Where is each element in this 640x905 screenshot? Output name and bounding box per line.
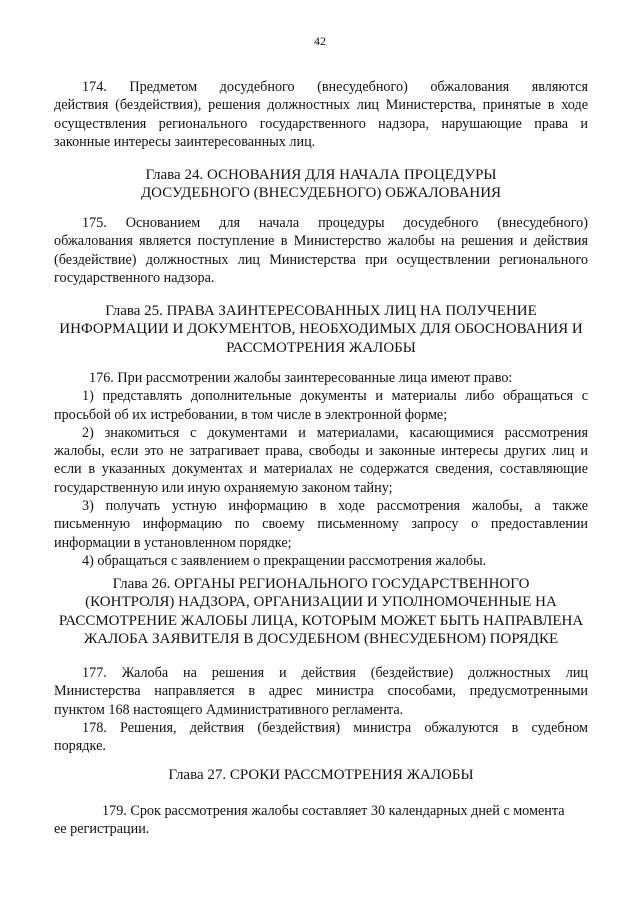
paragraph-176: 176. При рассмотрении жалобы заинтересованные лица имеют право: 1) представлять дополнительные документы и материалы либо обращаться с просьбой об их истребовании, в том числе в электронной форме; 2) знакомиться с документами и материалами, касающимися рассмотрения жалобы, если это не затрагивает права, свободы и законные интересы других лиц и если в указанных документах и материалах не содержатся сведения, составляющие государственную или иную охраняемую законом тайну; 3) получать устную информацию в ходе рассмотрения жалобы, а также письменную информацию по своему письменному запросу о предоставлении информации в установленном порядке; 4) обращаться с заявлением о прекращении рассмотрения жалобы. xyxy=(54,370,588,569)
chapter-27-heading: Глава 27. СРОКИ РАССМОТРЕНИЯ ЖАЛОБЫ xyxy=(168,767,474,783)
chapter-24-heading: Глава 24. ОСНОВАНИЯ ДЛЯ НАЧАЛА ПРОЦЕДУРЫ ДОСУДЕБНОГО (ВНЕСУДЕБНОГО) ОБЖАЛОВАНИЯ xyxy=(140,167,502,202)
chapter-25-heading: Глава 25. ПРАВА ЗАИНТЕРЕСОВАННЫХ ЛИЦ НА ПОЛУЧЕНИЕ ИНФОРМАЦИИ И ДОКУМЕНТОВ, НЕОБХОДИМЫХ ДЛЯ ОБОСНОВАНИЯ И РАССМОТРЕНИЯ ЖАЛОБЫ xyxy=(59,303,583,356)
paragraph-175: 175. Основанием для начала процедуры досудебного (внесудебного) обжалования является поступление в Министерство жалобы на решения и действия (бездействие) должностных лиц Министерства при осуществлении регионального государственного надзора. xyxy=(54,215,588,286)
chapter-26-heading: Глава 26. ОРГАНЫ РЕГИОНАЛЬНОГО ГОСУДАРСТВЕННОГО (КОНТРОЛЯ) НАДЗОРА, ОРГАНИЗАЦИИ И УПОЛНОМОЧЕННЫЕ НА РАССМОТРЕНИЕ ЖАЛОБЫ ЛИЦА, КОТОРЫМ МОЖЕТ БЫТЬ НАПРАВЛЕНА ЖАЛОБА ЗАЯВИТЕЛЯ В ДОСУДЕБНОМ (ВНЕСУДЕБНОМ) ПОРЯДКЕ xyxy=(58,576,584,647)
page-number: 42 xyxy=(314,34,326,48)
paragraph-179: 179. Срок рассмотрения жалобы составляет 30 календарных дней с момента ее регистрации. xyxy=(54,803,565,838)
paragraph-174: 174. Предметом досудебного (внесудебного) обжалования являются действия (бездействия), решения должностных лиц Министерства, принятые в ходе осуществления регионального государственного надзора, нарушающие права и законные интересы заинтересованных лиц. xyxy=(54,79,588,150)
paragraph-177-178: 177. Жалоба на решения и действия (бездействие) должностных лиц Министерства направляется в адрес министра способами, предусмотренными пунктом 168 настоящего Административного регламента. 178. Решения, действия (бездействия) министра обжалуются в судебном порядке. xyxy=(54,665,588,755)
